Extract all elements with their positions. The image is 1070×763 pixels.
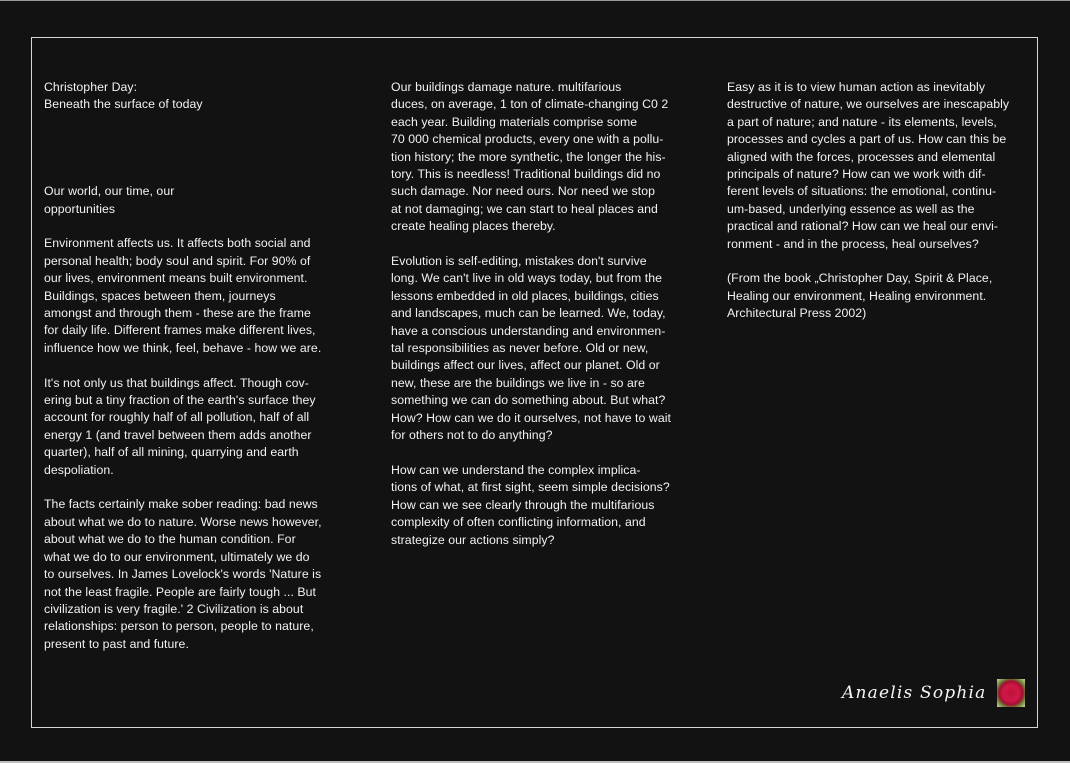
column-1: [44, 79, 364, 671]
paragraph: It's not only us that buildings affect. Though cov- ering but a tiny fraction of the earth's surface they account for roughly half of all pollution, half of all energy 1 (and travel between them adds another quarter), half of all mining, quarrying and earth despoliation.: [44, 375, 316, 477]
article-title: Beneath the surface of today: [44, 97, 203, 112]
paragraph: The facts certainly make sober reading: bad news about what we do to nature. Worse news however, about what we do to the human condition. For what we do to our environment, ultimately we do to ourselves. In James Lovelock's words 'Nature is not the least fragile. People are fairly tough ... But civilization is very fragile.' 2 Civilization is about relationships: person to person, people to nature, present to past and future.: [44, 497, 322, 651]
paragraph: Environment affects us. It affects both social and personal health; body soul and spirit. For 90% of our lives, environment means built environment. Buildings, spaces between them, journeys amongst and through them - these are the frame for daily life. Different frames make different lives, influence how we think, feel, behave - how we are.: [44, 236, 322, 355]
column-2: [391, 79, 696, 566]
rose-icon: [997, 679, 1025, 707]
column-3: [727, 79, 1032, 340]
paragraph: Evolution is self-editing, mistakes don't survive long. We can't live in old ways today, but from the lessons embedded in old places, buildings, cities and landscapes, much can be learned. We, today, have a conscious understanding and environmen- tal responsibilities as never before. Old or new, buildings affect our lives, affect our planet. Old or new, these are the buildings we live in - so are something we can do something about. But what? How? How can we do it ourselves, not have to wait for others not to do anything?: [391, 254, 671, 443]
paragraph: Our buildings damage nature. multifarious duces, on average, 1 ton of climate-changing C0 2 each year. Building materials comprise some 70 000 chemical products, every one with a pollu- tion history; the more synthetic, the longer the his- tory. This is needless! Traditional buildings did no such damage. Nor need ours. Nor need we stop at not damaging; we can start to heal places and create healing places thereby.: [391, 80, 669, 234]
page-frame: [31, 37, 1038, 728]
book-citation: (From the book „Christopher Day, Spirit & Place, Healing our environment, Healing environment. Architectural Press 2002): [727, 271, 993, 321]
signature-name: Anaelis Sophia: [842, 683, 987, 703]
paragraph: Easy as it is to view human action as inevitably destructive of nature, we ourselves are inescapably a part of nature; and nature - its elements, levels, processes and cycles a part of us. How can this be aligned with the forces, processes and elemental principals of nature? How can we work with dif- ferent levels of situations: the emotional, continu- um-based, underlying essence as well as the practical and rational? How can we heal our envi- ronment - and in the process, heal ourselves?: [727, 80, 1010, 251]
author-name: Christopher Day:: [44, 80, 138, 94]
section-subtitle: Our world, our time, our opportunities: [44, 184, 175, 216]
signature: [842, 679, 1025, 707]
paragraph: How can we understand the complex implica- tions of what, at first sight, seem simple decisions? How can we see clearly through the multifarious complexity of often conflicting information, and strategize our actions simply?: [391, 462, 670, 547]
